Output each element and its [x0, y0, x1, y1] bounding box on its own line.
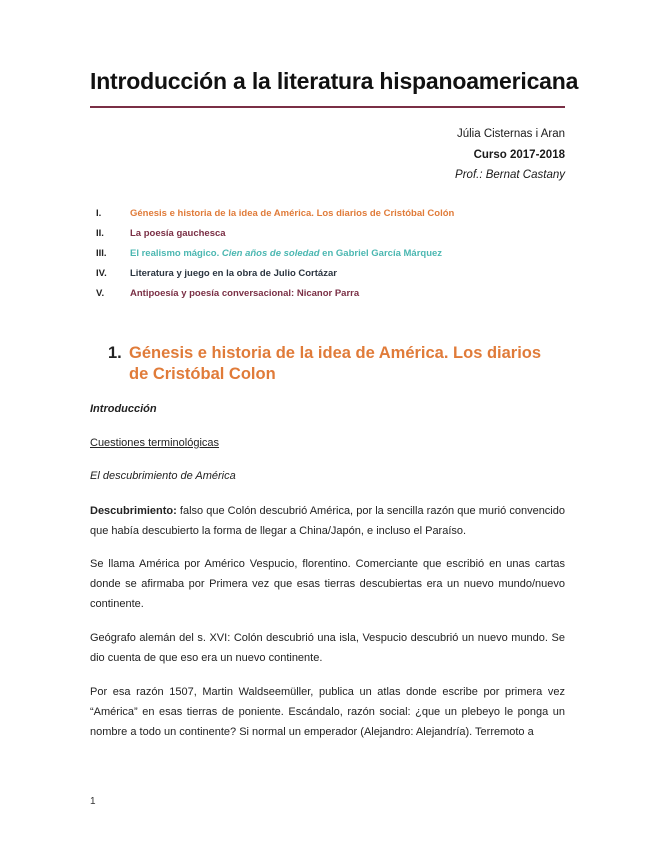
- title-divider: [90, 106, 565, 108]
- toc-item-label: Literatura y juego en la obra de Julio Cortázar: [130, 267, 337, 279]
- toc-item-label: Génesis e historia de la idea de América. Los diarios de Cristóbal Colón: [130, 207, 455, 219]
- toc-item-book-title: Cien años de soledad: [221, 247, 320, 259]
- toc-item-label: La poesía gauchesca: [130, 227, 226, 239]
- section-title: Génesis e historia de la idea de América. Los diarios de Cristóbal Colon: [129, 344, 542, 383]
- page-number: 1: [90, 796, 96, 807]
- subheading-descubrimiento: El descubrimiento de América: [90, 470, 236, 482]
- subheading-introduccion: Introducción: [90, 403, 157, 415]
- paragraph-waldseemuller: Por esa razón 1507, Martin Waldseemüller, publica un atlas donde escribe por primera vez “América” en esas tierras de poniente. Escándalo, razón social: ¿que un plebeyo le ponga un nombre a todo un continente? Si normal un emperador (Alejandro: Alejandría). Terremoto a: [90, 686, 565, 738]
- professor-name: Prof.: Bernat Castany: [455, 169, 565, 181]
- toc-number: I.: [96, 207, 102, 219]
- toc-number: II.: [96, 227, 104, 239]
- toc-item-label-part: en Gabriel García Márquez: [319, 247, 443, 259]
- toc-item-label: Antipoesía y poesía conversacional: Nicanor Parra: [130, 287, 360, 299]
- course-year: Curso 2017-2018: [473, 149, 565, 161]
- paragraph-label: Descubrimiento:: [90, 505, 177, 517]
- toc-item-1[interactable]: [96, 203, 576, 223]
- paragraph-descubrimiento: [90, 501, 565, 541]
- document-title: Introducción a la literatura hispanoamericana: [90, 68, 579, 94]
- table-of-contents: [96, 203, 576, 303]
- section-number: 1.: [108, 344, 122, 362]
- toc-item-label-part: El realismo mágico.: [130, 247, 222, 259]
- toc-item-2[interactable]: [96, 223, 576, 243]
- toc-number: III.: [96, 247, 107, 259]
- paragraph-text: falso que Colón descubrió América, por la sencilla razón que murió convencido que había descubierto la forma de llegar a China/Japón, e incluso el Paraíso.: [90, 505, 565, 537]
- toc-number: IV.: [96, 267, 107, 279]
- author-name: Júlia Cisternas i Aran: [456, 128, 565, 140]
- paragraph-vespucio: Se llama América por Américo Vespucio, florentino. Comerciante que escribió en unas cartas donde se afirmaba por Primera vez que esas tierras descubiertas era un nuevo mundo/nuevo continente.: [90, 558, 565, 610]
- toc-item-3[interactable]: [96, 243, 576, 263]
- subheading-cuestiones: Cuestiones terminológicas: [90, 437, 220, 449]
- toc-number: V.: [96, 287, 105, 299]
- toc-item-4[interactable]: [96, 263, 576, 283]
- toc-item-label: [130, 248, 442, 259]
- toc-item-5[interactable]: [96, 283, 576, 303]
- paragraph-geografo: Geógrafo alemán del s. XVI: Colón descubrió una isla, Vespucio descubrió un nuevo mundo. Se dio cuenta de que eso era un nuevo continente.: [90, 632, 565, 664]
- section-heading: [108, 343, 558, 385]
